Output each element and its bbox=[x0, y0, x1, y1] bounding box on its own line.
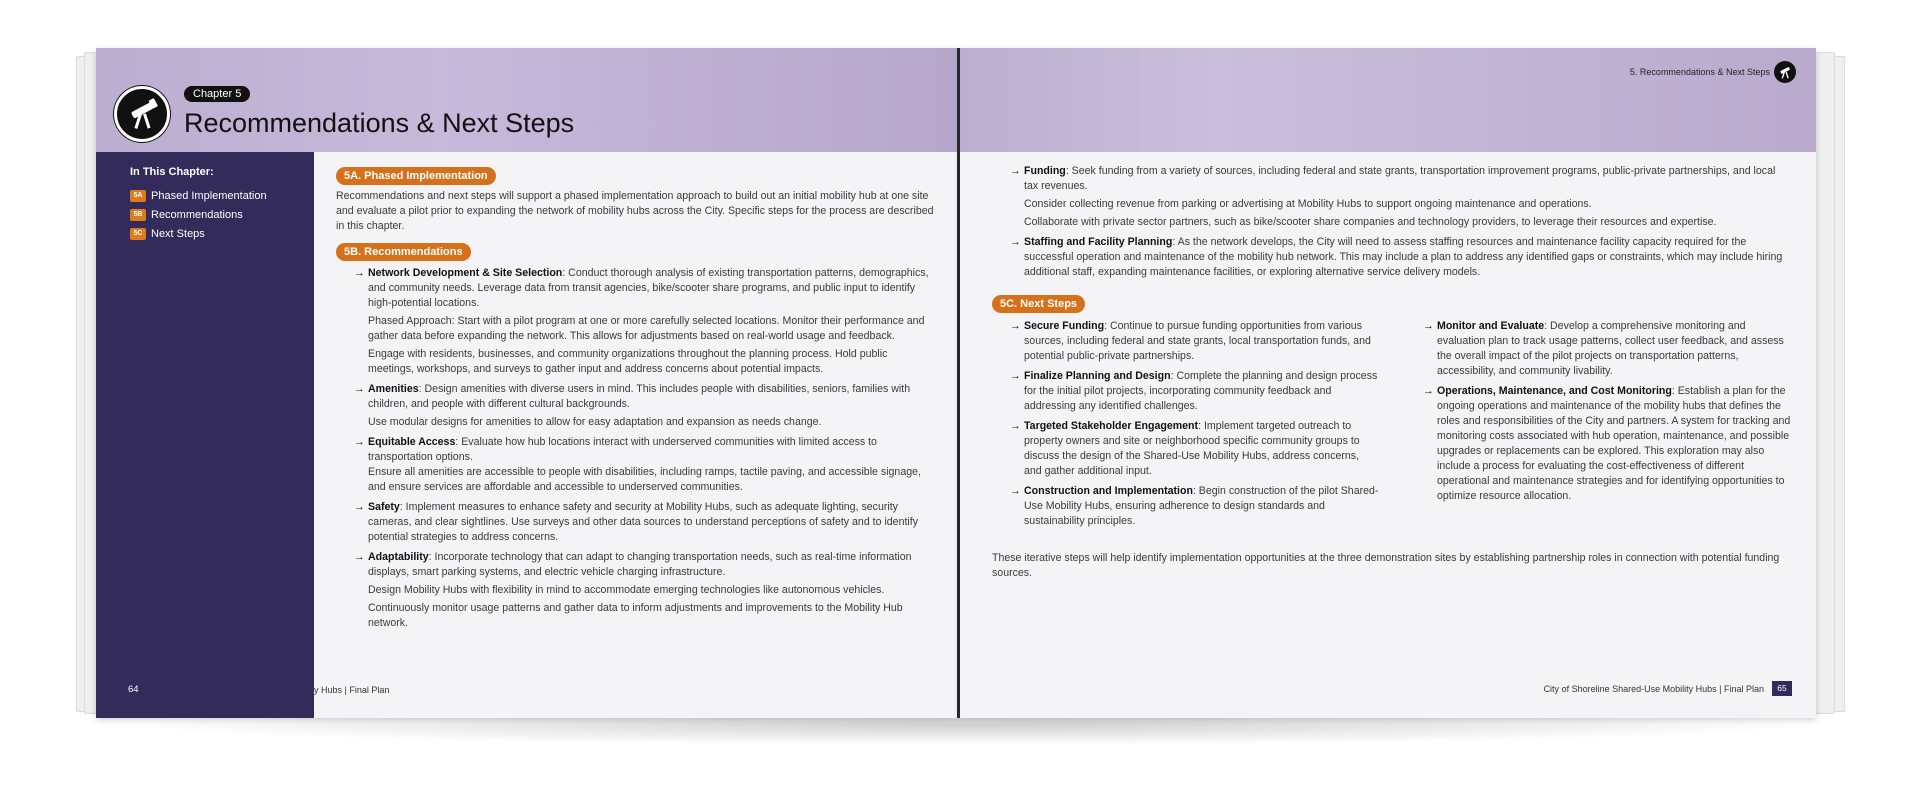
section-heading-5c: 5C. Next Steps bbox=[992, 295, 1085, 313]
item-title: Adaptability bbox=[368, 551, 429, 563]
arrow-right-icon: → bbox=[354, 501, 365, 513]
recommendation-item bbox=[354, 500, 936, 545]
item-title: Amenities bbox=[368, 383, 419, 395]
next-step-item bbox=[1010, 369, 1379, 414]
item-text: : Develop a comprehensive monitoring and evaluation plan to track usage patterns, collect user feedback, and assess the overall impact of the pilot projects on transportation patterns, accessibility, and community livability. bbox=[1437, 320, 1784, 377]
item-sub: Consider collecting revenue from parking or advertising at Mobility Hubs to support ongoing maintenance and operations. bbox=[1024, 198, 1592, 210]
arrow-right-icon: → bbox=[1010, 165, 1021, 177]
item-title: Funding bbox=[1024, 165, 1066, 177]
toc-tag: 5A bbox=[130, 190, 146, 202]
item-text: : As the network develops, the City will need to assess staffing resources and maintenance facility capacity required for the successful operation and maintenance of the mobility hub network. This may include a plan to address any identified gaps or constraints, which may include hiring additional staff, expanding maintenance facilities, or exploring alternative service delivery models. bbox=[1024, 236, 1783, 278]
item-sub: Phased Approach: Start with a pilot program at one or more carefully selected locations. Monitor their performance and gather data before expanding the network. This allows for adjustments based on real-world usage and feedback. bbox=[368, 315, 925, 342]
closing-paragraph: These iterative steps will help identify implementation opportunities at the three demonstration sites by establishing partnership roles in connection with potential funding sources. bbox=[992, 552, 1780, 579]
next-step-item bbox=[1010, 419, 1379, 479]
item-text: : Evaluate how hub locations interact with underserved communities with limited access to transportation options. bbox=[368, 436, 877, 463]
left-content bbox=[336, 166, 936, 631]
arrow-right-icon: → bbox=[1010, 370, 1021, 382]
item-text: : Implement targeted outreach to property owners and site or neighborhood specific community groups to discuss the design of the Shared-Use Mobility Hubs, address concerns, and gather additional input. bbox=[1024, 420, 1360, 477]
page-number: 65 bbox=[1772, 681, 1792, 696]
next-step-item bbox=[1423, 384, 1792, 504]
right-page bbox=[960, 48, 1816, 718]
item-text: : Continue to pursue funding opportunities from various sources, including federal and state grants, local transportation funds, and potential public-private partnerships. bbox=[1024, 320, 1371, 362]
arrow-right-icon: → bbox=[1010, 485, 1021, 497]
recommendation-item bbox=[354, 382, 936, 412]
toc-label: Next Steps bbox=[151, 227, 205, 240]
item-title: Construction and Implementation bbox=[1024, 485, 1193, 497]
item-text: : Seek funding from a variety of sources, including federal and state grants, transportation improvement programs, public-private partnerships, and local tax revenues. bbox=[1024, 165, 1776, 192]
arrow-right-icon: → bbox=[354, 436, 365, 448]
next-steps-left-column bbox=[1010, 319, 1379, 529]
item-sub: Ensure all amenities are accessible to people with disabilities, including ramps, tactile paving, and accessible signage, and ensure services are affordable and accessible to underserved communities. bbox=[368, 466, 921, 493]
funding-item bbox=[1010, 164, 1792, 194]
running-header: 5. Recommendations & Next Steps bbox=[1629, 67, 1770, 77]
item-text: : Incorporate technology that can adapt to changing transportation needs, such as real-time information displays, smart parking systems, and electric vehicle charging infrastructure. bbox=[368, 551, 912, 578]
telescope-icon bbox=[114, 86, 170, 142]
arrow-right-icon: → bbox=[354, 267, 365, 279]
toc-label: Phased Implementation bbox=[151, 189, 267, 202]
arrow-right-icon: → bbox=[1010, 236, 1021, 248]
item-title: Operations, Maintenance, and Cost Monitoring bbox=[1437, 385, 1672, 397]
next-step-item bbox=[1423, 319, 1792, 379]
item-sub: Collaborate with private sector partners, such as bike/scooter share companies and technology providers, to leverage their resources and expertise. bbox=[1024, 216, 1717, 228]
item-title: Network Development & Site Selection bbox=[368, 267, 563, 279]
item-sub: Continuously monitor usage patterns and gather data to inform adjustments and improvements to the Mobility Hub network. bbox=[368, 602, 903, 629]
section-5a-body: Recommendations and next steps will support a phased implementation approach to build out an initial mobility hub at one site and evaluate a pilot prior to expanding the network of mobility hubs across the City. Specific steps for the process are described in this chapter. bbox=[336, 190, 934, 232]
toc-item-5c[interactable] bbox=[130, 224, 267, 243]
item-text: : Complete the planning and design process for the initial pilot projects, incorporating community feedback and addressing any identified challenges. bbox=[1024, 370, 1378, 412]
staffing-item bbox=[1010, 235, 1792, 280]
section-heading-5a: 5A. Phased Implementation bbox=[336, 167, 496, 185]
item-title: Safety bbox=[368, 501, 400, 513]
recommendation-item bbox=[354, 266, 936, 311]
item-title: Targeted Stakeholder Engagement bbox=[1024, 420, 1199, 432]
item-title: Staffing and Facility Planning bbox=[1024, 236, 1173, 248]
item-title: Secure Funding bbox=[1024, 320, 1105, 332]
toc-item-5a[interactable] bbox=[130, 186, 267, 205]
item-text: : Design amenities with diverse users in mind. This includes people with disabilities, seniors, families with children, and people with different cultural backgrounds. bbox=[368, 383, 911, 410]
item-title: Monitor and Evaluate bbox=[1437, 320, 1545, 332]
toc-tag: 5B bbox=[130, 209, 146, 221]
recommendation-item bbox=[354, 435, 936, 465]
arrow-right-icon: → bbox=[1010, 420, 1021, 432]
item-text: : Establish a plan for the ongoing operations and maintenance of the mobility hubs that defines the roles and responsibilities of the City and partners. A system for tracking and monitoring costs associated with hub operation, maintenance, and possible upgrades or replacements can be explored. This exploration may also include a process for evaluating the cost-effectiveness of different operational and maintenance strategies and for identifying opportunities to optimize resource allocation. bbox=[1437, 385, 1791, 502]
chapter-label: Chapter 5 bbox=[184, 86, 250, 102]
item-text: : Begin construction of the pilot Shared-Use Mobility Hubs, ensuring adherence to design standards and sustainability principles. bbox=[1024, 485, 1379, 527]
item-text: : Implement measures to enhance safety and security at Mobility Hubs, such as adequate lighting, security cameras, and clear sightlines. Use surveys and other data sources to understand perceptions of safety and to identify potential strategies to address concerns. bbox=[368, 501, 919, 543]
toc-label: Recommendations bbox=[151, 208, 243, 221]
item-title: Equitable Access bbox=[368, 436, 456, 448]
right-content bbox=[992, 164, 1792, 581]
chapter-toc bbox=[130, 186, 267, 243]
arrow-right-icon: → bbox=[354, 551, 365, 563]
item-text: : Conduct thorough analysis of existing transportation patterns, demographics, and community needs. Leverage data from transit agencies, bike/scooter share programs, and public input to identify high-potential locations. bbox=[368, 267, 929, 309]
telescope-icon bbox=[1774, 61, 1796, 83]
chapter-header-band bbox=[960, 48, 1816, 152]
sidebar-title: In This Chapter: bbox=[130, 166, 214, 178]
item-title: Finalize Planning and Design bbox=[1024, 370, 1171, 382]
left-page bbox=[96, 48, 958, 718]
arrow-right-icon: → bbox=[1010, 320, 1021, 332]
toc-item-5b[interactable] bbox=[130, 205, 267, 224]
recommendation-item bbox=[354, 550, 936, 580]
arrow-right-icon: → bbox=[1423, 320, 1434, 332]
next-steps-right-column bbox=[1423, 319, 1792, 529]
page-number: 64 bbox=[128, 684, 139, 695]
arrow-right-icon: → bbox=[354, 383, 365, 395]
chapter-sidebar bbox=[96, 152, 314, 718]
chapter-title: Recommendations & Next Steps bbox=[184, 108, 575, 138]
next-step-item bbox=[1010, 319, 1379, 364]
item-sub: Use modular designs for amenities to allow for easy adaptation and expansion as needs change. bbox=[368, 416, 822, 428]
section-heading-5b: 5B. Recommendations bbox=[336, 243, 471, 261]
page-footer: y Hubs | Final Plan bbox=[314, 685, 390, 695]
toc-tag: 5C bbox=[130, 228, 146, 240]
page-footer: City of Shoreline Shared-Use Mobility Hubs | Final Plan bbox=[1543, 684, 1764, 694]
item-sub: Design Mobility Hubs with flexibility in mind to accommodate emerging technologies like autonomous vehicles. bbox=[368, 584, 885, 596]
arrow-right-icon: → bbox=[1423, 385, 1434, 397]
item-sub: Engage with residents, businesses, and community organizations throughout the planning process. Hold public meetings, workshops, and surveys to gather input and address concerns about potential impacts. bbox=[368, 348, 888, 375]
next-step-item bbox=[1010, 484, 1379, 529]
